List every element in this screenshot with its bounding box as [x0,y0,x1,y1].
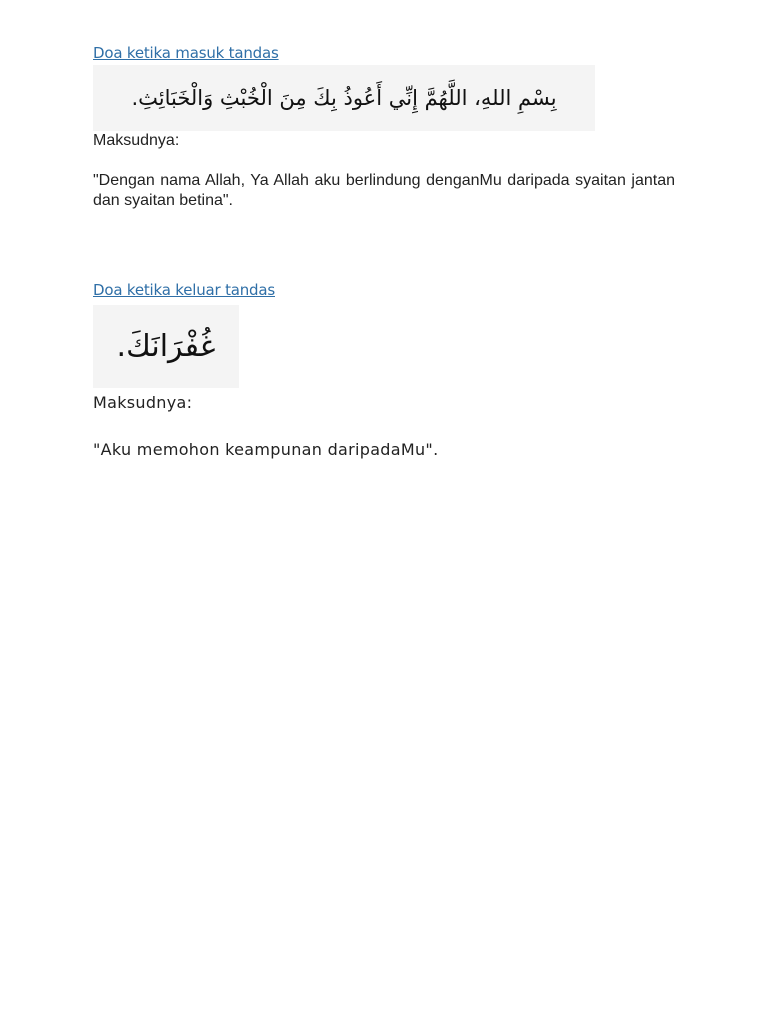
section1-arabic-image [93,65,595,131]
section2-arabic-text: غُفْرَانَكَ. [116,329,216,364]
section2-meaning-text: "Aku memohon keampunan daripadaMu". [93,440,439,459]
section1-meaning-label: Maksudnya: [93,132,180,149]
section1-arabic-text: بِسْمِ اللهِ، اللَّهُمَّ إِنِّي أَعُوذُ بِكَ مِنَ الْخُبْثِ وَالْخَبَائِثِ. [131,86,557,110]
section2-title-link[interactable]: Doa ketika keluar tandas [93,281,275,299]
section1-meaning-text: "Dengan nama Allah, Ya Allah aku berlindung denganMu daripada syaitan jantan dan syaitan betina". [93,172,675,209]
section2-meaning-label: Maksudnya: [93,393,193,412]
section1-title-link[interactable]: Doa ketika masuk tandas [93,44,279,62]
section2-arabic-image [93,305,239,388]
